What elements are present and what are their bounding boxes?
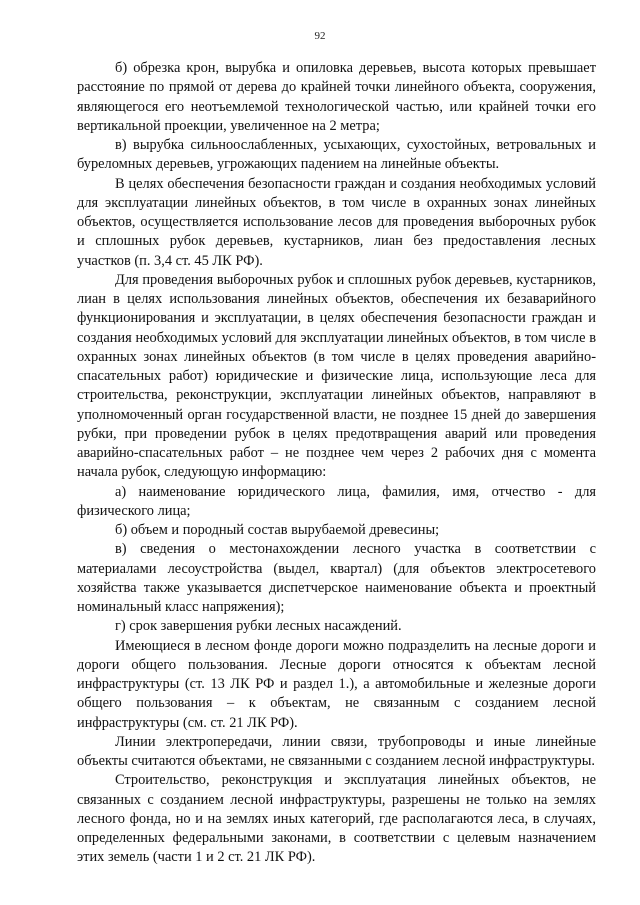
document-body xyxy=(77,59,596,868)
paragraph: в) вырубка сильноослабленных, усыхающих, сухостойных, ветровальных и буреломных деревьев, угрожающих падением на линейные объекты. xyxy=(77,137,596,173)
paragraph: б) объем и породный состав вырубаемой древесины; xyxy=(115,522,440,538)
paragraph: в) сведения о местонахождении лесного участка в соответствии с материалами лесоустройства (выдел, квартал) (для объектов электросетевого хозяйства также указывается диспетчерское наименование объекта и проектный номинальный класс напряжения); xyxy=(77,541,596,615)
paragraph: б) обрезка крон, вырубка и опиловка деревьев, высота которых превышает расстояние по прямой от дерева до крайней точки линейного объекта, сооружения, являющегося его неотъемлемой технологической частью, или крайней точки его вертикальной проекции, увеличенное на 2 метра; xyxy=(77,60,596,134)
paragraph: Линии электропередачи, линии связи, трубопроводы и иные линейные объекты считаются объектами, не связанными с созданием лесной инфраструктуры. xyxy=(77,733,596,769)
page-number: 92 xyxy=(314,30,326,42)
paragraph: Строительство, реконструкция и эксплуатация линейных объектов, не связанных с созданием лесной инфраструктуры, разрешены не только на землях лесного фонда, но и на землях иных категорий, где располагаются леса, в случаях, определенных федеральными законами, в соответствии с целевым назначением этих земель (части 1 и 2 ст. 21 ЛК РФ). xyxy=(77,772,596,866)
paragraph: г) срок завершения рубки лесных насаждений. xyxy=(115,618,402,635)
paragraph: В целях обеспечения безопасности граждан и создания необходимых условий для эксплуатации линейных объектов, в том числе в охранных зонах линейных объектов, осуществляется использование лесов для проведения выборочных рубок и сплошных рубок деревьев, кустарников, лиан без предоставления лесных участков (п. 3,4 ст. 45 ЛК РФ). xyxy=(77,175,596,269)
paragraph: а) наименование юридического лица, фамилия, имя, отчество - для физического лица; xyxy=(77,483,596,519)
paragraph: Для проведения выборочных рубок и сплошных рубок деревьев, кустарников, лиан в целях использования линейных объектов, обеспечения их безаварийного функционирования и эксплуатации, в целях обеспечения безопасности граждан и создания необходимых условий для эксплуатации линейных объектов, в том числе в охранных зонах линейных объектов (в том числе в целях проведения аварийно-спасательных работ) юридические и физические лица, использующие леса для строительства, реконструкции, эксплуатации линейных объектов, направляют в уполномоченный орган государственной власти, не позднее 15 дней до завершения рубки, при проведении рубок в целях предотвращения аварий или проведения аварийно-спасательных работ – не позднее чем через 2 рабочих дня с момента начала рубок, следующую информацию: xyxy=(77,271,596,481)
paragraph: Имеющиеся в лесном фонде дороги можно подразделить на лесные дороги и дороги общего пользования. Лесные дороги относятся к объектам лесной инфраструктуры (ст. 13 ЛК РФ и раздел 1.), а автомобильные и железные дороги общего пользования – к объектам, не связанным с созданием лесной инфраструктуры (см. ст. 21 ЛК РФ). xyxy=(77,637,596,731)
